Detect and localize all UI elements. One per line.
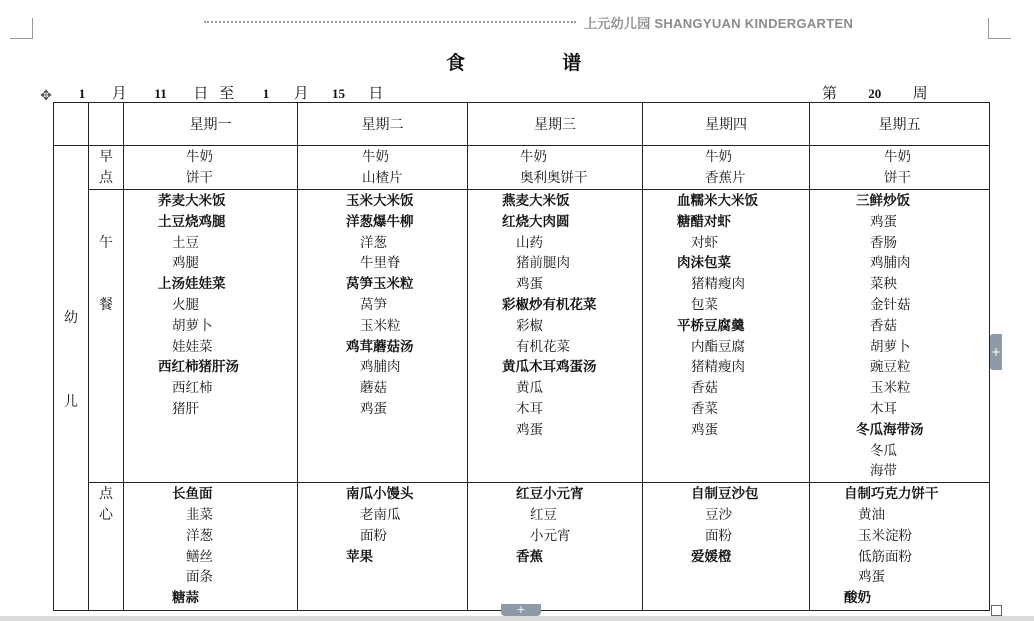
- menu-item: 鸡腿: [172, 255, 199, 272]
- menu-item: 红豆小元宵: [516, 486, 584, 503]
- menu-item: 彩椒: [516, 317, 543, 334]
- meal-label-snack-am: 早 点: [89, 146, 124, 190]
- menu-item: 蘑菇: [360, 380, 387, 397]
- snack-pm-mon: [124, 483, 298, 611]
- menu-item: 猪精瘦肉: [691, 359, 745, 376]
- menu-item: 胡萝卜: [172, 317, 213, 334]
- menu-item: 内酯豆腐: [691, 338, 745, 355]
- title-char-2: 谱: [562, 52, 582, 74]
- menu-item: 鸡蛋: [516, 276, 543, 293]
- week-no: 20: [848, 86, 902, 103]
- to-label: 至: [219, 84, 235, 102]
- snack-am-wed: [468, 146, 643, 190]
- menu-item: 糖蒜: [172, 590, 199, 607]
- menu-item: 猪精瘦肉: [691, 276, 745, 293]
- lunch-tue: [298, 190, 468, 483]
- menu-item: 血糯米大米饭: [677, 193, 758, 209]
- menu-item: 西红柿: [172, 380, 213, 397]
- to-day: 15: [314, 86, 364, 103]
- group-label-cell: [54, 146, 89, 611]
- school-header: 上元幼儿园 SHANGYUAN KINDERGARTEN: [584, 16, 854, 31]
- lunch-row: [54, 190, 990, 483]
- menu-item: 饼干: [186, 169, 213, 186]
- menu-item: 牛奶: [705, 149, 732, 165]
- menu-item: 山药: [516, 234, 543, 251]
- menu-item: 豆沙: [705, 506, 732, 523]
- menu-item: 黄瓜: [516, 380, 543, 397]
- menu-item: 黄油: [858, 506, 885, 523]
- menu-item: 包菜: [691, 296, 718, 313]
- menu-item: 土豆烧鸡腿: [158, 213, 226, 230]
- menu-item: 肉沫包菜: [677, 255, 731, 272]
- menu-item: 鸡脯肉: [870, 255, 911, 272]
- snack-pm-tue: [298, 483, 468, 611]
- group-label: 幼 儿: [64, 310, 78, 411]
- menu-item: 山楂片: [362, 169, 403, 186]
- date-range: [60, 82, 383, 103]
- menu-item: 韭菜: [186, 506, 213, 523]
- menu-item: 红烧大肉圆: [502, 213, 570, 230]
- menu-item: 鳝丝: [186, 548, 213, 565]
- menu-item: 香菇: [870, 317, 897, 334]
- menu-item: 苹果: [346, 548, 373, 565]
- from-day: 11: [135, 86, 187, 103]
- menu-item: 海带: [870, 463, 897, 480]
- menu-item: 面条: [186, 569, 213, 586]
- menu-item: 木耳: [870, 400, 897, 417]
- menu-item: 红豆: [530, 506, 557, 523]
- menu-item: 奥利奥饼干: [520, 169, 588, 186]
- menu-item: 燕麦大米饭: [502, 193, 570, 209]
- menu-item: 长鱼面: [172, 486, 213, 503]
- menu-item: 有机花菜: [516, 338, 570, 355]
- snack-am-thu: [643, 146, 810, 190]
- menu-item: 平桥豆腐羹: [677, 317, 745, 334]
- menu-item: 面粉: [360, 527, 387, 544]
- page-title: [446, 48, 581, 75]
- menu-item: 南瓜小馒头: [346, 486, 414, 503]
- menu-item: 糖醋对虾: [677, 213, 731, 230]
- table-header-row: [54, 103, 990, 146]
- snack-pm-wed: [468, 483, 643, 611]
- snack-am-tue: [298, 146, 468, 190]
- menu-item: 西红柿猪肝汤: [158, 359, 239, 376]
- menu-item: 自制巧克力饼干: [844, 486, 939, 503]
- week-suffix: 周: [912, 84, 928, 102]
- snack-am-mon: [124, 146, 298, 190]
- day-label: 日: [193, 84, 209, 102]
- day-header-fri: 星期五: [810, 103, 990, 146]
- menu-item: 玉米粒: [360, 317, 401, 334]
- menu-item: 牛奶: [520, 149, 547, 165]
- week-prefix: 第: [822, 84, 838, 102]
- menu-item: 鸡蛋: [516, 421, 543, 438]
- menu-item: 鸡蛋: [360, 400, 387, 417]
- menu-item: 彩椒炒有机花菜: [502, 296, 597, 313]
- day-header-mon: 星期一: [124, 103, 298, 146]
- menu-item: 玉米粒: [870, 380, 911, 397]
- table-move-handle-icon[interactable]: ✥: [40, 88, 52, 104]
- snack-pm-thu: [643, 483, 810, 611]
- menu-item: 酸奶: [844, 590, 871, 607]
- menu-item: 鸡脯肉: [360, 359, 401, 376]
- menu-item: 三鲜炒饭: [856, 193, 910, 209]
- add-column-button[interactable]: +: [990, 334, 1002, 370]
- lunch-mon: [124, 190, 298, 483]
- menu-item: 饼干: [884, 169, 911, 186]
- menu-item: 玉米大米饭: [346, 193, 414, 209]
- menu-item: 洋葱: [186, 527, 213, 544]
- day-header-tue: 星期二: [298, 103, 468, 146]
- menu-item: 低筋面粉: [858, 548, 912, 565]
- week-number: [822, 82, 928, 103]
- menu-item: 黄瓜木耳鸡蛋汤: [502, 359, 597, 376]
- menu-item: 牛里脊: [360, 255, 401, 272]
- from-month: 1: [60, 86, 104, 103]
- menu-item: 土豆: [172, 234, 199, 251]
- menu-item: 牛奶: [362, 149, 389, 165]
- menu-item: 莴笋玉米粒: [346, 276, 414, 293]
- menu-item: 冬瓜海带汤: [856, 421, 924, 438]
- menu-item: 木耳: [516, 400, 543, 417]
- menu-item: 豌豆粒: [870, 359, 911, 376]
- lunch-thu: [643, 190, 810, 483]
- menu-item: 莴笋: [360, 296, 387, 313]
- page-corner-mark-top-right: [988, 18, 1011, 39]
- month-label-2: 月: [293, 84, 309, 102]
- menu-item: 玉米淀粉: [858, 527, 912, 544]
- month-label: 月: [111, 84, 127, 102]
- snack-am-fri: [810, 146, 990, 190]
- menu-item: 菜秧: [870, 276, 897, 293]
- menu-item: 面粉: [705, 527, 732, 544]
- menu-item: 娃娃菜: [172, 338, 213, 355]
- menu-item: 鸡茸蘑菇汤: [346, 338, 414, 355]
- category-header: [54, 103, 89, 146]
- menu-item: 荞麦大米饭: [158, 193, 226, 209]
- menu-item: 自制豆沙包: [691, 486, 759, 503]
- menu-item: 冬瓜: [870, 442, 897, 459]
- table-resize-handle[interactable]: [991, 605, 1002, 616]
- add-row-button[interactable]: +: [501, 604, 541, 616]
- meal-label-snack-pm: 点 心: [89, 483, 124, 611]
- menu-item: 香菇: [691, 380, 718, 397]
- day-label-2: 日: [368, 84, 384, 102]
- menu-item: 香蕉片: [705, 169, 746, 186]
- to-month: 1: [243, 86, 289, 103]
- menu-item: 金针菇: [870, 296, 911, 313]
- menu-item: 对虾: [691, 234, 718, 251]
- menu-table: [53, 102, 990, 611]
- meal-label-lunch: 午 餐: [89, 190, 124, 483]
- menu-item: 火腿: [172, 296, 199, 313]
- menu-item: 鸡蛋: [858, 569, 885, 586]
- menu-item: 洋葱爆牛柳: [346, 213, 414, 230]
- menu-item: 洋葱: [360, 234, 387, 251]
- day-header-wed: 星期三: [468, 103, 643, 146]
- menu-item: 香菜: [691, 400, 718, 417]
- menu-item: 老南瓜: [360, 506, 401, 523]
- title-char-1: 食: [446, 52, 466, 74]
- lunch-fri: [810, 190, 990, 483]
- menu-item: 香肠: [870, 234, 897, 251]
- menu-item: 香蕉: [516, 548, 543, 565]
- menu-item: 猪肝: [172, 400, 199, 417]
- snack-pm-row: [54, 483, 990, 611]
- menu-item: 猪前腿肉: [516, 255, 570, 272]
- bottom-scroll-area: [0, 616, 1034, 621]
- page-corner-mark-top-left: [10, 18, 33, 39]
- menu-item: 爱媛橙: [691, 548, 732, 565]
- meal-header: [89, 103, 124, 146]
- menu-item: 小元宵: [530, 527, 571, 544]
- menu-item: 牛奶: [884, 149, 911, 165]
- menu-item: 上汤娃娃菜: [158, 276, 226, 293]
- snack-pm-fri: [810, 483, 990, 611]
- snack-am-row: [54, 146, 990, 190]
- menu-item: 胡萝卜: [870, 338, 911, 355]
- menu-item: 牛奶: [186, 149, 213, 165]
- header-dotted-rule: [204, 21, 576, 23]
- day-header-thu: 星期四: [643, 103, 810, 146]
- menu-item: 鸡蛋: [691, 421, 718, 438]
- menu-item: 鸡蛋: [870, 213, 897, 230]
- lunch-wed: [468, 190, 643, 483]
